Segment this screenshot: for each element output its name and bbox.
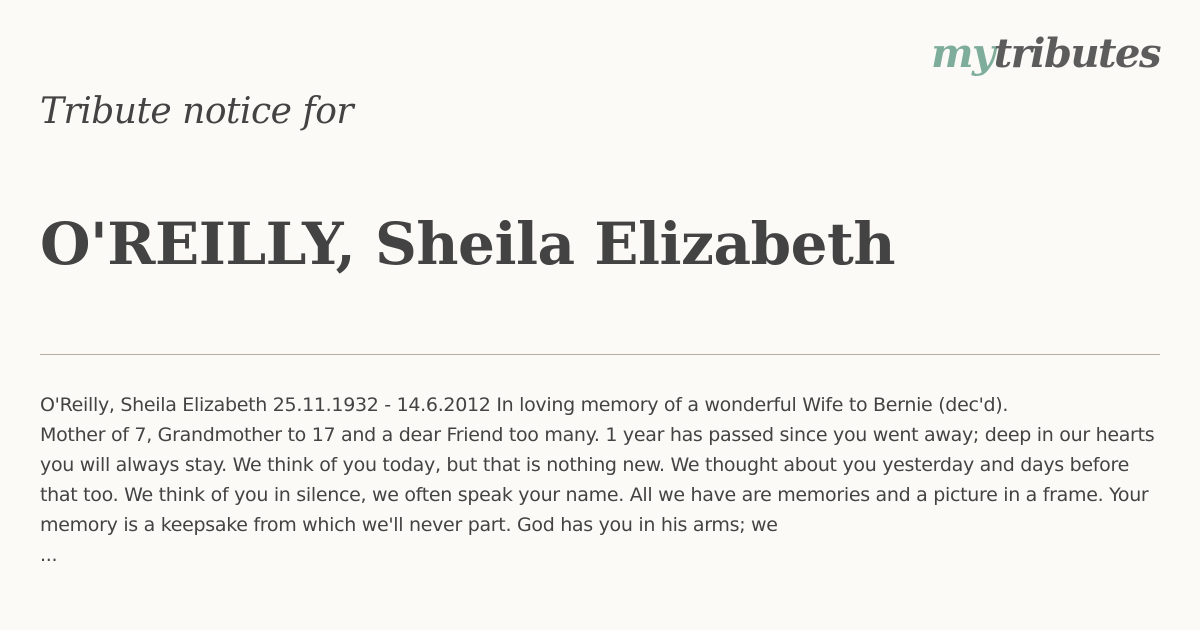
tribute-kicker: Tribute notice for	[40, 91, 354, 132]
tribute-body-line-2: Mother of 7, Grandmother to 17 and a dear Friend too many. 1 year has passed since you went away; deep in our hearts you will always stay. We think of you today, but that is nothing new. We thought about you yesterday and days before that too. We think of you in silence, we often speak your name. All we have are memories and a picture in a frame. Your memory is a keepsake from which we'll never part. God has you in his arms; we	[40, 424, 1155, 536]
tribute-ellipsis: ...	[40, 544, 58, 566]
tribute-body	[40, 390, 1160, 570]
logo-my: my	[931, 30, 994, 77]
tribute-body-line-1: O'Reilly, Sheila Elizabeth 25.11.1932 - 14.6.2012 In loving memory of a wonderful Wife to Bernie (dec'd).	[40, 394, 1009, 416]
logo-tributes: tributes	[993, 30, 1160, 77]
mytributes-logo[interactable]	[931, 30, 1160, 77]
divider	[40, 354, 1160, 355]
deceased-name: O'REILLY, Sheila Elizabeth	[40, 210, 895, 278]
